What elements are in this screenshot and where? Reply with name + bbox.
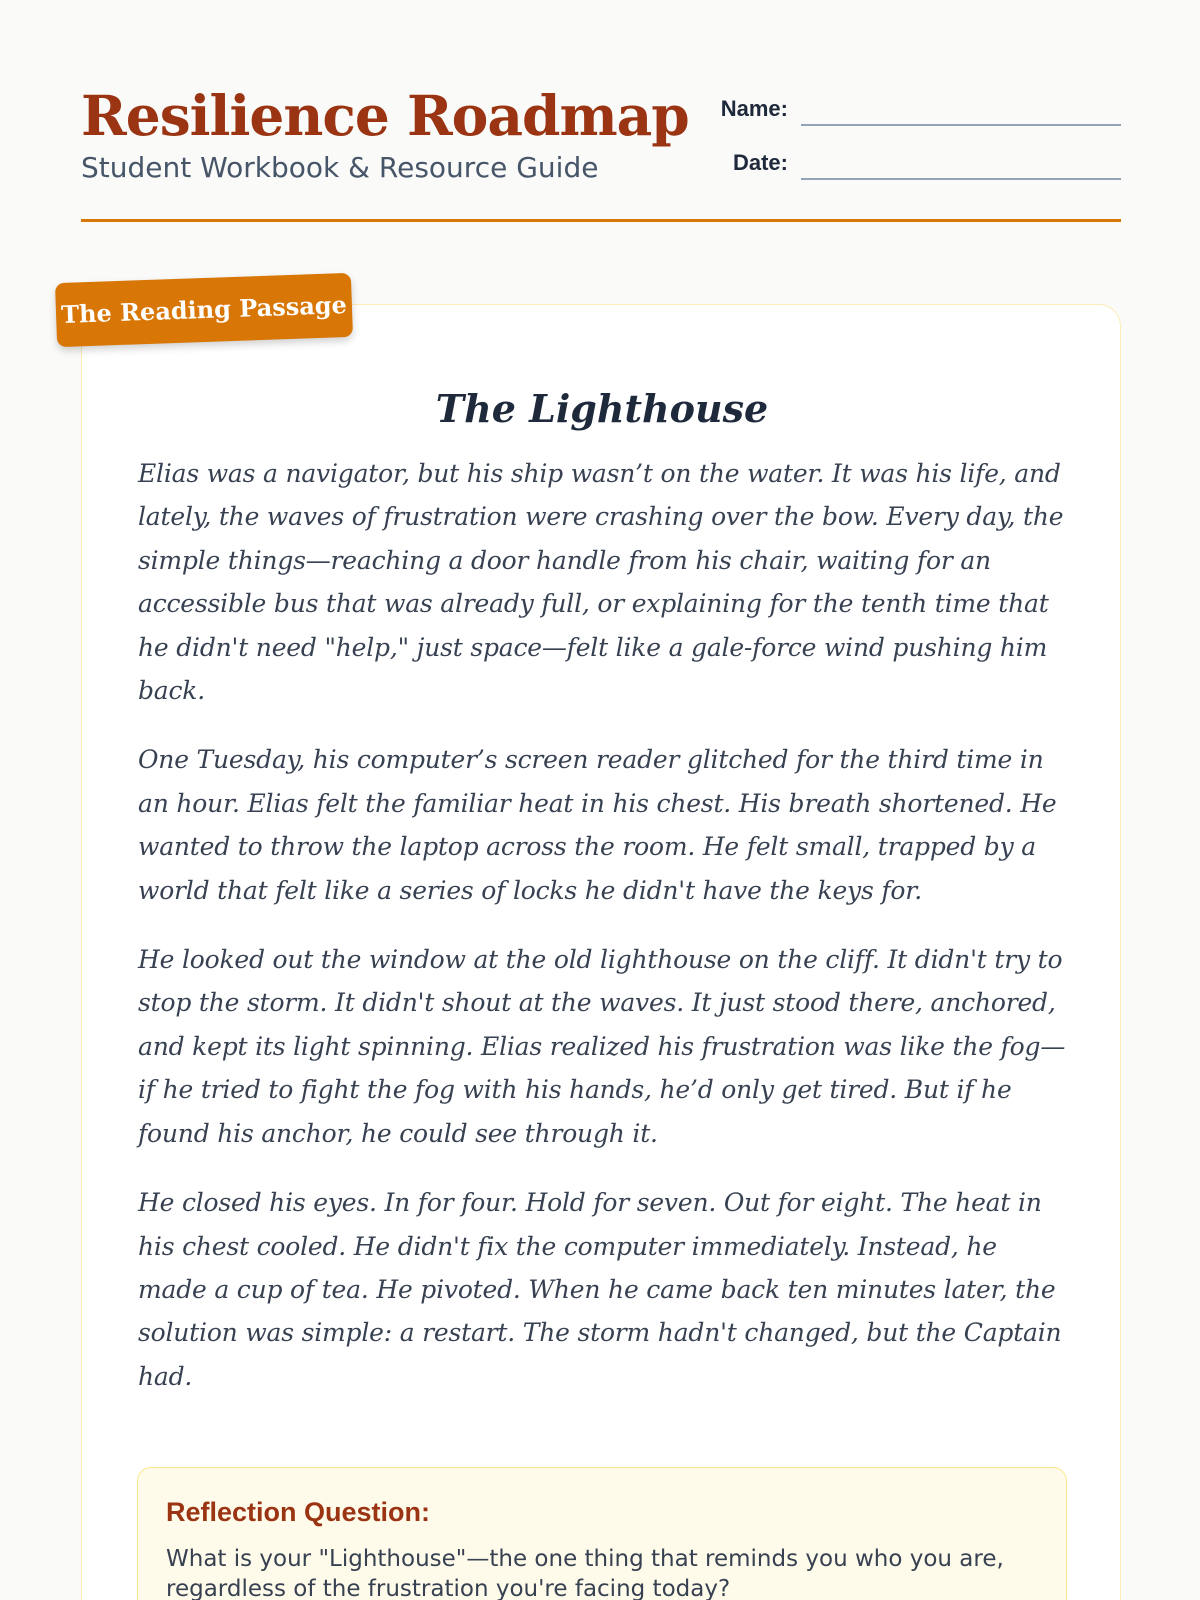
date-label: Date:	[732, 150, 788, 175]
name-input-line[interactable]	[801, 124, 1121, 126]
name-field[interactable]	[701, 92, 1121, 132]
passage-text	[138, 452, 1068, 1424]
date-input-line[interactable]	[801, 178, 1121, 180]
page-header	[81, 78, 1121, 222]
story-title: The Lighthouse	[435, 386, 769, 431]
page-title: Resilience Roadmap	[81, 83, 689, 148]
passage-paragraph: Elias was a navigator, but his ship wasn’t on the water. It was his life, and lately, the waves of frustration were crashing over the bow. Every day, the simple things—reaching a door handle from his chair, waiting for an accessible bus that was already full, or explaining for the tenth time that he didn't need "help," just space—felt like a gale-force wind pushing him back.	[138, 459, 1064, 706]
passage-paragraph: He closed his eyes. In for four. Hold for seven. Out for eight. The heat in his chest cooled. He didn't fix the computer immediately. Instead, he made a cup of tea. He pivoted. When he came back ten minutes later, the solution was simple: a restart. The storm hadn't changed, but the Captain had.	[138, 1188, 1062, 1391]
passage-paragraph: He looked out the window at the old lighthouse on the cliff. It didn't try to stop the storm. It didn't shout at the waves. It just stood there, anchored, and kept its light spinning. Elias realized his frustration was like the fog—if he tried to fight the fog with his hands, he’d only get tired. But if he found his anchor, he could see through it.	[138, 945, 1066, 1148]
reflection-title: Reflection Question:	[166, 1497, 431, 1527]
page-subtitle: Student Workbook & Resource Guide	[81, 151, 599, 184]
name-label: Name:	[720, 96, 788, 121]
reflection-box	[137, 1467, 1067, 1600]
reading-passage-card	[81, 304, 1121, 1600]
section-tag: The Reading Passage	[55, 273, 353, 347]
passage-paragraph: One Tuesday, his computer’s screen reader glitched for the third time in an hour. Elias felt the familiar heat in his chest. His breath shortened. He wanted to throw the laptop across the room. He felt small, trapped by a world that felt like a series of locks he didn't have the keys for.	[138, 745, 1057, 905]
reflection-question: What is your "Lighthouse"—the one thing that reminds you who you are, regardless of the frustration you're facing today?	[166, 1546, 1004, 1600]
date-field[interactable]	[701, 146, 1121, 186]
